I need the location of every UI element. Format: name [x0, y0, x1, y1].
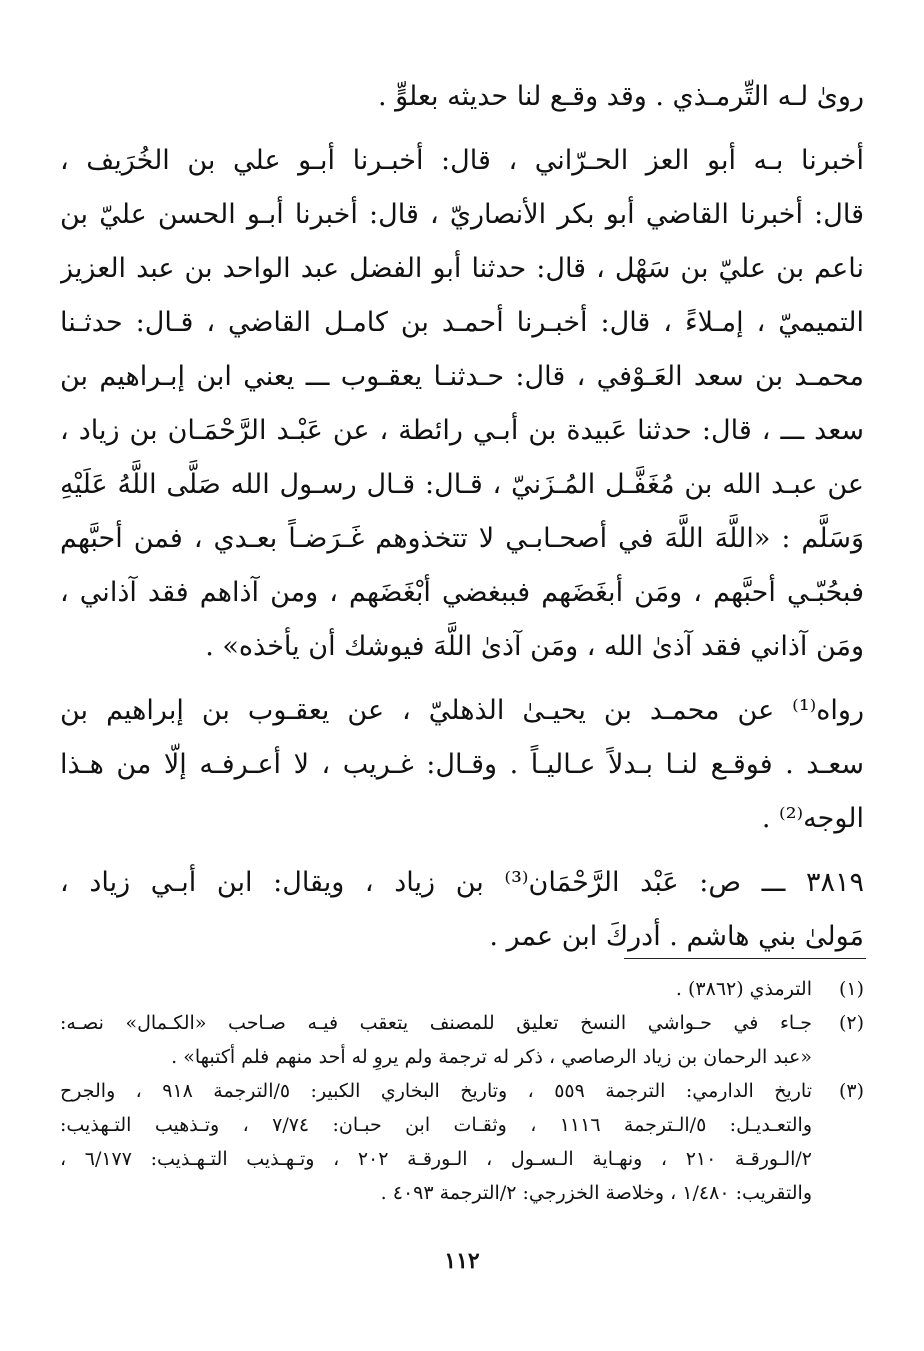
text-line: ٣٨١٩ ـــ ص: عَبْد الرَّحْمَان⁽³⁾ بن زياد ، ويقال: ابن أبـي زياد ،	[60, 867, 864, 898]
text-line: الوجه⁽²⁾ .	[761, 803, 864, 834]
footnote-text: ٢/الـورقـة ٢١٠ ، ونهـاية الـسـول ، الـورقـة ٢٠٢ ، وتـهـذيب التـهـذيب: ٦/١٧٧ ،	[60, 1148, 813, 1170]
text-line: التميميّ ، إمـلاءً ، قال: أخبـرنا أحمـد بن كامـل القاضي ، قـال: حدثـنا	[60, 307, 864, 338]
footnote-text: والتعـديـل: ٥/الـترجمة ١١١٦ ، وثقـات ابن حبـان: ٧/٧٤ ، وتـذهيب التـهذيب:	[60, 1114, 812, 1136]
footnote-text: والتقريب: ١/٤٨٠ ، وخلاصة الخزرجي: ٢/الترجمة ٤٠٩٣ .	[380, 1182, 812, 1204]
footnote	[60, 972, 864, 1006]
text-line: محمـد بن سعد العَـوْفي ، قال: حـدثنـا يعقـوب ـــ يعني ابن إبـراهيم بن	[60, 361, 864, 392]
text-line: قال: أخبرنا القاضي أبو بكر الأنصاريّ ، قال: أخبرنا أبـو الحسن عليّ بن	[60, 199, 864, 230]
footnote-number: (١)	[838, 978, 864, 1000]
footnote	[60, 1074, 864, 1210]
text-line: عن عبـد الله بن مُغَفَّـل المُـزَنيّ ، قـال: قـال رسـول الله صَلَّى اللَّهُ عَلَيْهِ	[60, 469, 864, 500]
footnote-separator	[624, 958, 866, 959]
text-line: ومَن آذاني فقد آذیٰ الله ، ومَن آذیٰ اللَّهَ فيوشك أن يأخذه» .	[205, 631, 864, 662]
paragraph	[60, 684, 864, 846]
text-line: أخبرنا بـه أبو العز الحـرّاني ، قال: أخبـرنا أبـو علي بن الخُرَيف ،	[60, 145, 864, 176]
page-number: ١١٢	[444, 1248, 480, 1274]
footnote-text: تاريخ الدارمي: الترجمة ٥٥٩ ، وتاريخ البخاري الكبير: ٥/الترجمة ٩١٨ ، والجرح	[60, 1080, 813, 1102]
main-text	[60, 70, 864, 964]
footnote-text: الترمذي (٣٨٦٢) .	[675, 978, 812, 1000]
text-line: رواه⁽¹⁾ عن محمـد بن يحيـیٰ الذهليّ ، عن يعقـوب بن إبراهيم بن	[60, 695, 864, 726]
footnote-number: (٣)	[838, 1080, 864, 1102]
paragraph	[60, 134, 864, 674]
text-line: رویٰ لـه التِّرمـذي . وقد وقـع لنا حديثه بعلوٍّ .	[377, 81, 864, 112]
text-line: فبحُبّـي أحبَّهم ، ومَن أبغَضَهم فببغضي أبْغَضَهم ، ومن آذاهم فقد آذاني ،	[60, 577, 864, 608]
footnote-text: جـاء في حـواشي النسخ تعليق للمصنف يتعقب فيـه صـاحب «الكـمال» نصـه:	[60, 1012, 812, 1034]
text-line: سعد ـــ ، قال: حدثنا عَبيدة بن أبـي رائطة ، عن عَبْـد الرَّحْمَـان بن زياد ،	[60, 415, 864, 446]
footnote	[60, 1006, 864, 1074]
footnote-number: (٢)	[838, 1012, 864, 1034]
footnote-text: «عبد الرحمان بن زياد الرصاصي ، ذكر له ترجمة ولم يروِ له أحد منهم فلم أكتبها» .	[171, 1046, 812, 1068]
paragraph	[60, 70, 864, 124]
text-line: مَولیٰ بني هاشم . أدركَ ابن عمر .	[489, 921, 864, 952]
text-line: ناعم بن عليّ بن سَهْل ، قال: حدثنا أبو الفضل عبد الواحد بن عبد العزيز	[60, 253, 864, 284]
text-line: وَسَلَّم : «اللَّهَ اللَّهَ في أصحـابـي لا تتخذوهم غَـرَضـاً بعـدي ، فمن أحبَّهم	[60, 523, 864, 554]
paragraph	[60, 856, 864, 964]
text-line: سعـد . فوقـع لنـا بـدلاً عـاليـاً . وقـال: غـريب ، لا أعـرفـه إلّا من هـذا	[60, 749, 864, 780]
footnotes	[60, 972, 864, 1210]
